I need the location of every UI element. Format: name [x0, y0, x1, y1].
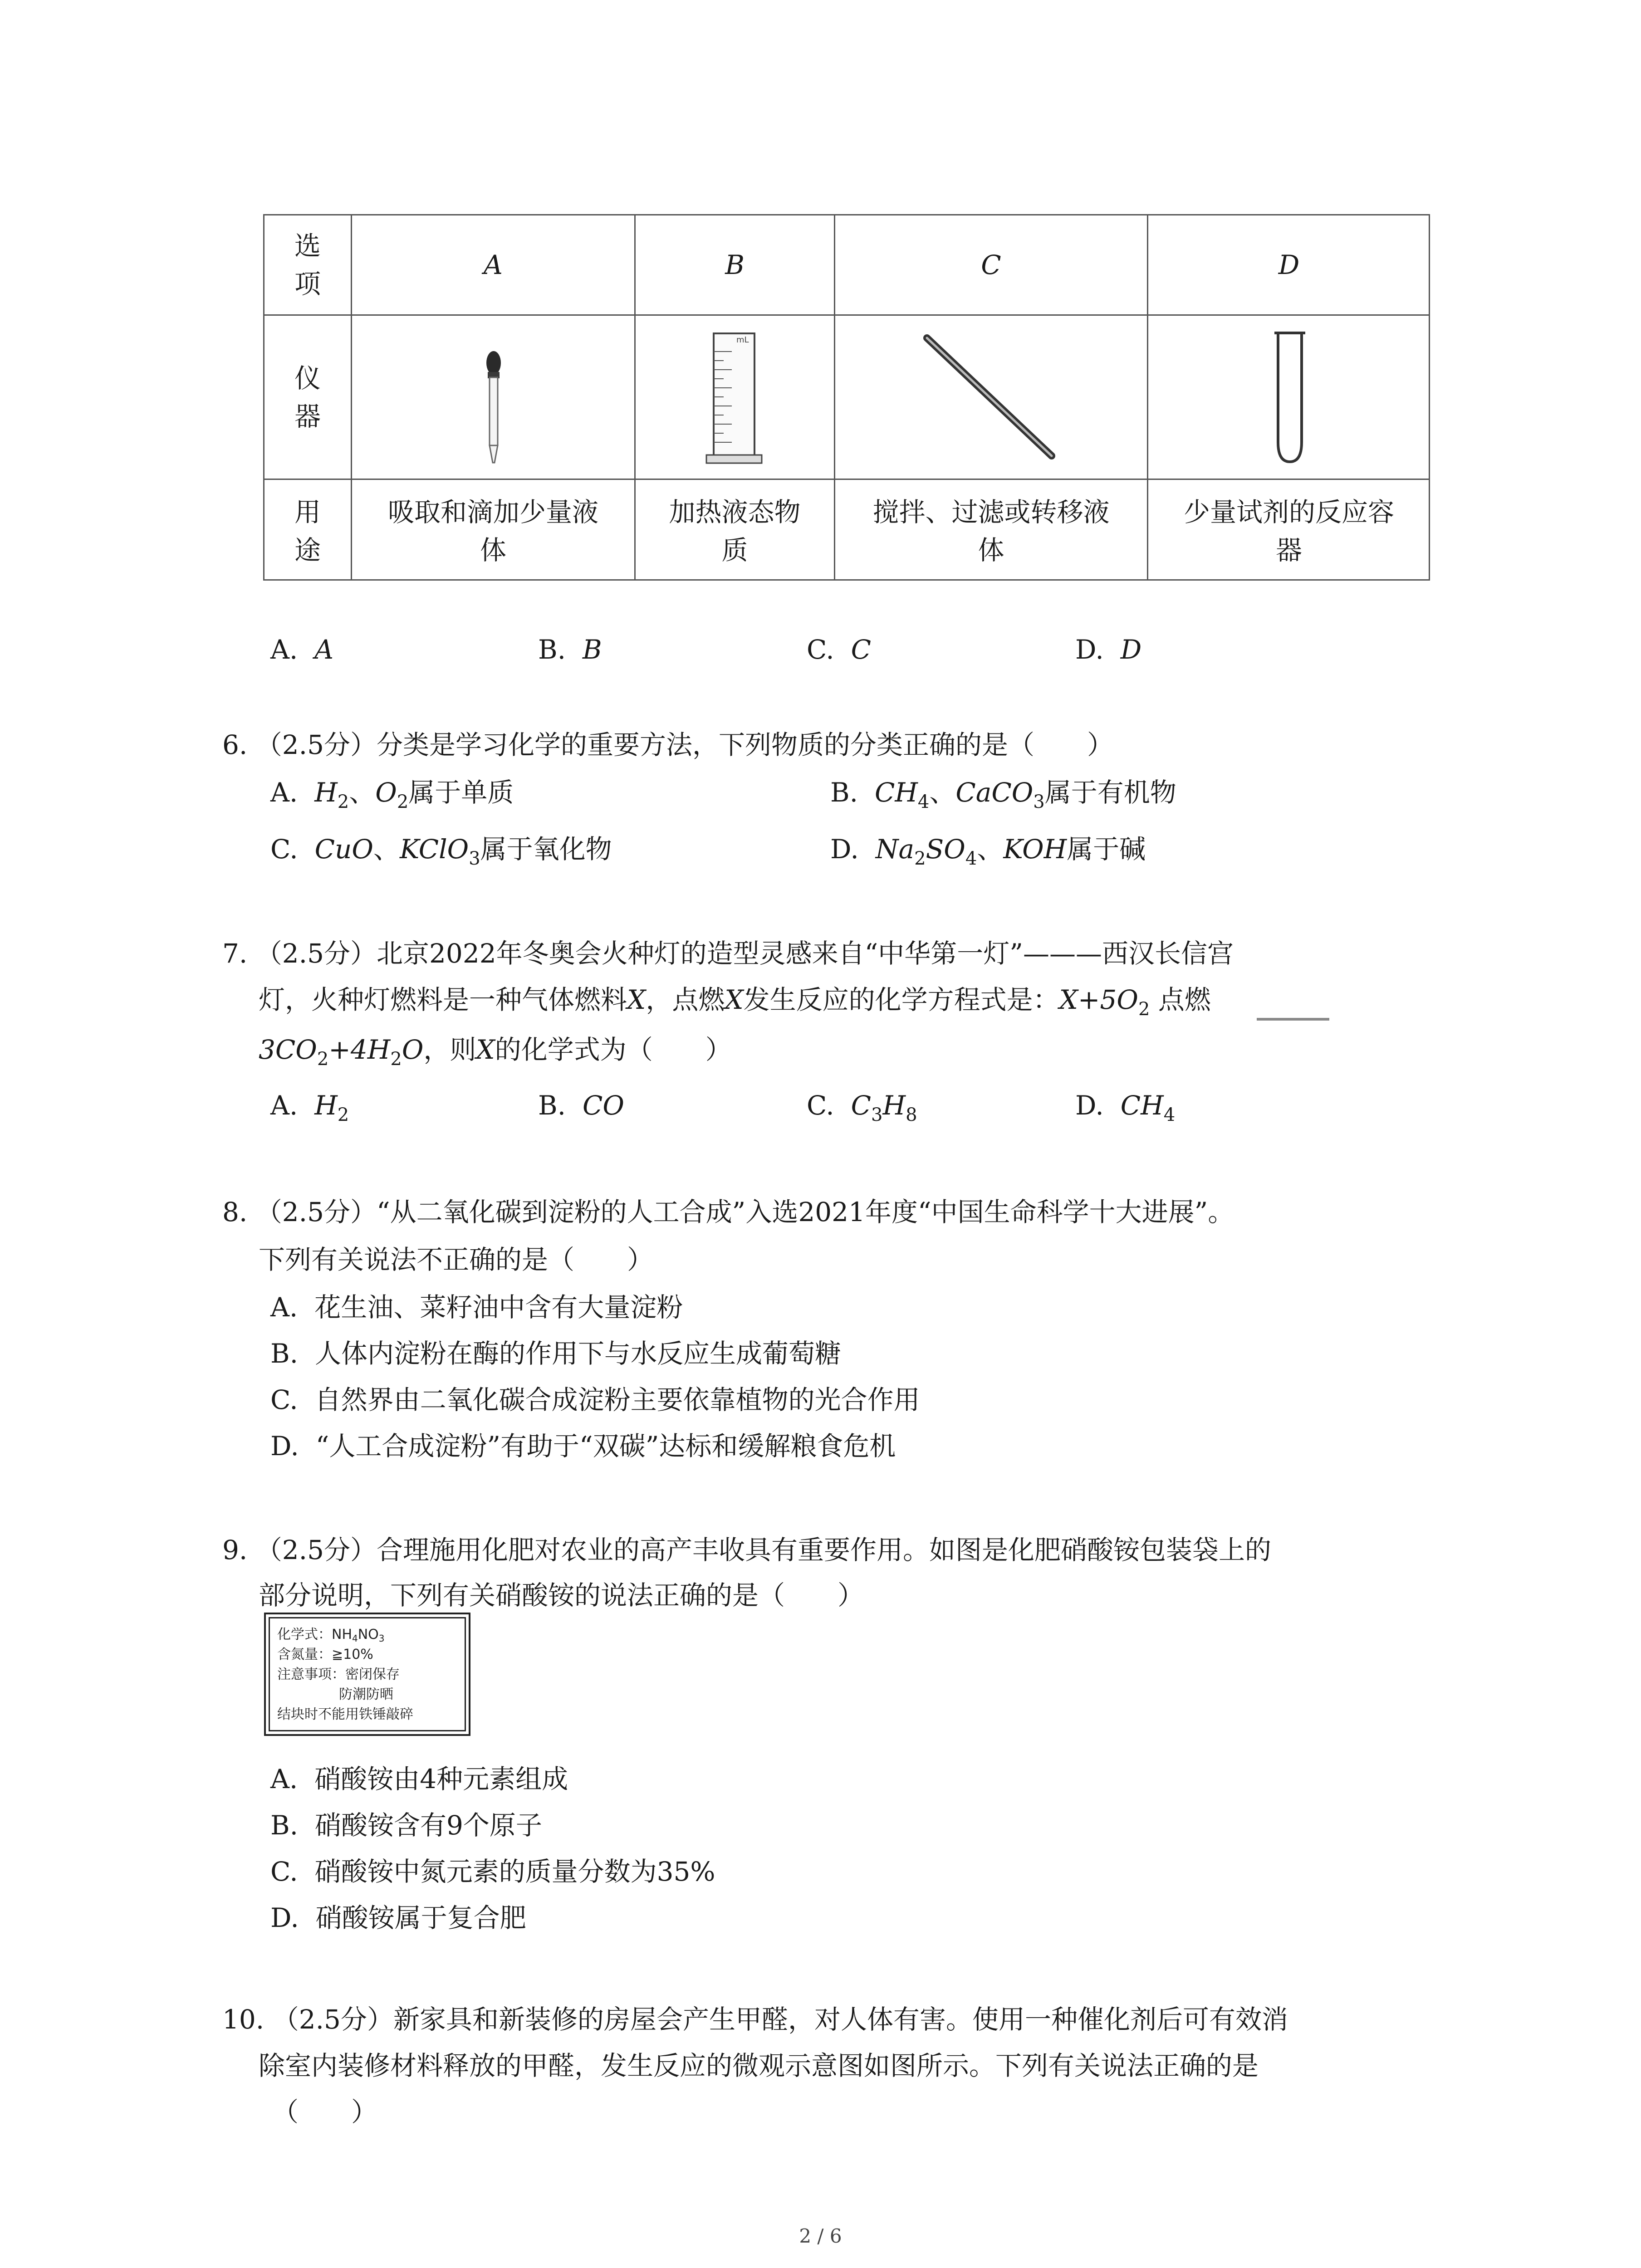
- q10-line2: 除室内装修材料释放的甲醛，发生反应的微观示意图如图所示。下列有关说法正确的是: [259, 2050, 1259, 2081]
- q6-option-b[interactable]: B. $CH_4$、CaCO$_3$属于有机物: [830, 777, 1176, 812]
- usage-d: 少量试剂的反应容 器: [1183, 496, 1394, 566]
- q10-line3: （ ）: [272, 2097, 378, 2127]
- q9-line1: 9. （2.5分）合理施用化肥对农业的高产丰收具有重要作用。如图是化肥硝酸铵包装袋上的: [222, 1535, 1272, 1565]
- label-notes-2: 防潮防晒: [339, 1686, 393, 1702]
- q8-line1: 8. （2.5分）“从二氧化碳到淀粉的人工合成”入选2021年度“中国生命科学十大进展”。: [222, 1197, 1234, 1227]
- label-nitrogen: 含氮量：≧10%: [277, 1647, 373, 1662]
- q6-option-d[interactable]: D. $Na_2SO_4$、KOH属于碱: [830, 834, 1146, 869]
- cylinder-unit: mL: [736, 335, 749, 345]
- usage-label: 用 途: [294, 496, 321, 566]
- dropper-icon: [464, 327, 523, 467]
- test-tube-icon: [1267, 327, 1313, 467]
- q10-line1: 10. （2.5分）新家具和新装修的房屋会产生甲醛，对人体有害。使用一种催化剂后可有效消: [222, 2004, 1288, 2035]
- q5-option-a[interactable]: A. A: [270, 634, 334, 665]
- q6-option-c[interactable]: C. CuO、KClO$_3$属于氧化物: [270, 834, 612, 869]
- header-label: 选 项: [294, 230, 321, 299]
- q7-option-c[interactable]: C. $C_3H_8$: [807, 1090, 917, 1125]
- q5-option-b[interactable]: B. B: [538, 634, 602, 665]
- q9-line2: 部分说明，下列有关硝酸铵的说法正确的是（ ）: [259, 1580, 864, 1611]
- q8-option-b[interactable]: B. 人体内淀粉在酶的作用下与水反应生成葡萄糖: [270, 1338, 841, 1369]
- col-d-header: D: [1278, 249, 1300, 280]
- q7-option-d[interactable]: D. $CH_4$: [1075, 1090, 1176, 1125]
- graduated-cylinder-icon: [700, 324, 768, 469]
- instrument-label: 仪 器: [294, 362, 321, 432]
- label-formula: 化学式：$NH_4NO_3$: [277, 1627, 385, 1644]
- col-a-header: A: [484, 249, 503, 280]
- q6-option-a[interactable]: A. $H_2$、$O_2$属于单质: [270, 777, 514, 812]
- usage-c: 搅拌、过滤或转移液 体: [872, 496, 1110, 566]
- q7-eq-arrow: [1257, 1018, 1329, 1021]
- col-c-header: C: [981, 249, 1001, 280]
- usage-b: 加热液态物 质: [669, 496, 801, 566]
- col-b-header: B: [725, 249, 745, 280]
- usage-a: 吸取和滴加少量液 体: [387, 496, 598, 566]
- q9-option-c[interactable]: C. 硝酸铵中氮元素的质量分数为35%: [270, 1856, 715, 1887]
- q7-option-b[interactable]: B. CO: [538, 1090, 624, 1121]
- q6-stem: 6. （2.5分）分类是学习化学的重要方法，下列物质的分类正确的是（ ）: [222, 729, 1114, 760]
- q9-option-b[interactable]: B. 硝酸铵含有9个原子: [270, 1810, 542, 1841]
- q8-option-d[interactable]: D. “人工合成淀粉”有助于“双碳”达标和缓解粮食危机: [270, 1431, 896, 1461]
- q7-option-a[interactable]: A. $H_2$: [270, 1090, 349, 1125]
- q9-option-d[interactable]: D. 硝酸铵属于复合肥: [270, 1902, 526, 1933]
- q5-option-d[interactable]: D. D: [1075, 634, 1142, 665]
- label-notes: 注意事项：密闭保存: [277, 1667, 400, 1682]
- instrument-table: [263, 214, 1430, 581]
- q7-line2: 灯，火种灯燃料是一种气体燃料X，点燃X发生反应的化学方程式是：$X+5O_2$ 点燃: [259, 984, 1211, 1020]
- fertilizer-label: [264, 1613, 470, 1736]
- glass-rod-icon: [918, 329, 1063, 465]
- q9-option-a[interactable]: A. 硝酸铵由4种元素组成: [270, 1764, 568, 1794]
- q7-line3: $3CO_2+4H_2O$，则X的化学式为（ ）: [259, 1034, 732, 1070]
- q5-option-c[interactable]: C. C: [807, 634, 872, 665]
- q8-option-c[interactable]: C. 自然界由二氧化碳合成淀粉主要依靠植物的光合作用: [270, 1384, 920, 1415]
- q7-line1: 7. （2.5分）北京2022年冬奥会火种灯的造型灵感来自“中华第一灯”———西汉长信宫: [222, 938, 1234, 969]
- q8-line2: 下列有关说法不正确的是（ ）: [259, 1244, 654, 1275]
- page-number: 2 / 6: [799, 2225, 842, 2247]
- label-notes-3: 结块时不能用铁锤敲碎: [277, 1706, 413, 1722]
- q8-option-a[interactable]: A. 花生油、菜籽油中含有大量淀粉: [270, 1292, 683, 1323]
- q7-eq-condition: 点燃: [1158, 984, 1211, 1015]
